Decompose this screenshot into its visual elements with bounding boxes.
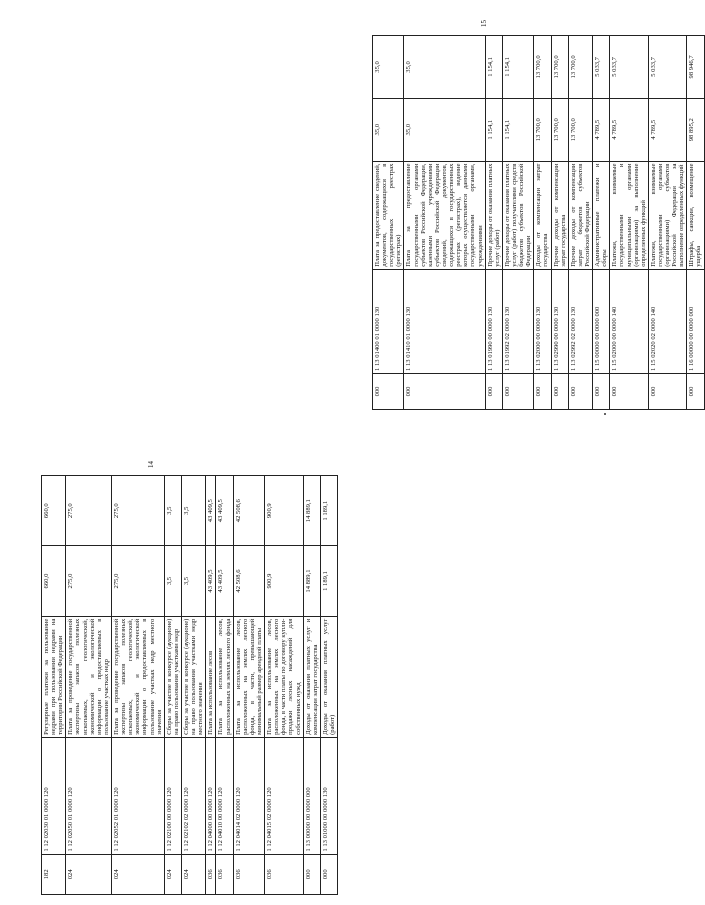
cell-v1: 1 154,1 — [502, 98, 533, 161]
cell-kbk: 1 13 01410 01 0000 130 — [404, 269, 485, 373]
table-row — [216, 476, 233, 895]
table-row — [593, 36, 610, 410]
cell-v1: 4 789,5 — [648, 98, 687, 161]
table-row — [42, 476, 66, 895]
cell-name: Плата за использование лесов, расположенных на землях лесного фонда, в части, превышающей минимальный размер арендной платы — [233, 616, 264, 737]
cell-kbk: 1 12 02052 01 0000 120 — [111, 737, 164, 854]
table-row — [111, 476, 164, 895]
cell-name: Плата за предоставление сведений, документов, содержащихся в государственных реестрах (регистрах) — [373, 161, 404, 269]
cell-name: Плата за использование лесов, расположенных на землях лесного фонда, в части платы по договору купли-продажи лесных насаждений для собственных нужд — [265, 616, 304, 737]
cell-kbk: 1 16 00000 00 0000 000 — [687, 269, 704, 373]
cell-v1: 900,9 — [265, 546, 304, 616]
cell-v1: 4 789,5 — [610, 98, 649, 161]
table-row — [648, 36, 687, 410]
cell-v1: 275,0 — [66, 546, 112, 616]
cell-name: Сборы за участие в конкурсе (аукционе) на право пользования участками недр — [164, 616, 181, 737]
cell-code: 000 — [373, 373, 404, 409]
cell-code: 000 — [303, 854, 320, 894]
cell-v1: 13 700,0 — [568, 98, 592, 161]
cell-v1: 3,5 — [181, 546, 205, 616]
cell-v1: 3,5 — [164, 546, 181, 616]
cell-v2: 35,0 — [373, 36, 404, 99]
left-revenue-table — [41, 475, 338, 895]
table-row — [551, 36, 568, 410]
cell-code: 036 — [206, 854, 216, 894]
cell-v1: 35,0 — [373, 98, 404, 161]
cell-v2: 5 033,7 — [593, 36, 610, 99]
cell-v1: 43 409,5 — [206, 546, 216, 616]
cell-v2: 13 700,0 — [568, 36, 592, 99]
scan-speck — [604, 413, 606, 415]
cell-v2: 14 889,1 — [303, 476, 320, 546]
page-number-right: 15 — [480, 20, 488, 27]
cell-v1: 1 189,1 — [320, 546, 337, 616]
cell-name: Доходы от оказания платных услуг и компенсации затрат государства — [303, 616, 320, 737]
cell-code: 000 — [320, 854, 337, 894]
cell-kbk: 1 15 02000 00 0000 140 — [610, 269, 649, 373]
cell-code: 000 — [534, 373, 551, 409]
cell-kbk: 1 13 02000 00 0000 130 — [534, 269, 551, 373]
cell-name: Прочие доходы от оказания платных услуг (работ) — [485, 161, 502, 269]
cell-code: 000 — [551, 373, 568, 409]
table-row — [485, 36, 502, 410]
table-row — [502, 36, 533, 410]
cell-code: 000 — [593, 373, 610, 409]
cell-name: Доходы от оказания платных услуг (работ) — [320, 616, 337, 737]
cell-code: 036 — [216, 854, 233, 894]
cell-v2: 660,0 — [42, 476, 66, 546]
cell-v1: 43 409,5 — [216, 546, 233, 616]
cell-v1: 13 700,0 — [551, 98, 568, 161]
cell-kbk: 1 12 04015 02 0000 120 — [265, 737, 304, 854]
table-row — [404, 36, 485, 410]
cell-v1: 14 889,1 — [303, 546, 320, 616]
cell-name: Сборы за участие в конкурсе (аукционе) на право пользования участками недр местного значения — [181, 616, 205, 737]
cell-code: 000 — [648, 373, 687, 409]
table-row — [687, 36, 704, 410]
table-row — [373, 36, 404, 410]
table-row — [66, 476, 112, 895]
cell-v2: 43 409,5 — [216, 476, 233, 546]
cell-code: 000 — [404, 373, 485, 409]
left-table-body — [42, 476, 338, 895]
cell-code: 000 — [502, 373, 533, 409]
cell-v2: 42 508,6 — [233, 476, 264, 546]
cell-kbk: 1 12 04000 00 0000 120 — [206, 737, 216, 854]
cell-v2: 5 033,7 — [610, 36, 649, 99]
cell-kbk: 1 13 01400 01 0000 130 — [373, 269, 404, 373]
cell-kbk: 1 12 02100 00 0000 120 — [164, 737, 181, 854]
cell-name: Плата за использование лесов, расположенных на землях лесного фонда — [216, 616, 233, 737]
cell-code: 000 — [610, 373, 649, 409]
cell-v1: 13 700,0 — [534, 98, 551, 161]
cell-name: Штрафы, санкции, возмещение ущерба — [687, 161, 704, 269]
cell-v2: 1 154,1 — [485, 36, 502, 99]
cell-kbk: 1 12 02102 02 0000 120 — [181, 737, 205, 854]
cell-code: 024 — [66, 854, 112, 894]
cell-kbk: 1 13 00000 00 0000 000 — [303, 737, 320, 854]
cell-v2: 275,0 — [111, 476, 164, 546]
cell-name: Плата за проведение государственной экспертизы запасов полезных ископаемых, геологической, экономической и экологической информации о предоставляемых в пользование участках недр — [66, 616, 112, 737]
cell-v2: 3,5 — [164, 476, 181, 546]
cell-name: Плата за проведение государственной экспертизы запасов полезных ископаемых, геологической, экономической и экологической информации о предоставляемых в пользование участках недр местного значения — [111, 616, 164, 737]
table-row — [206, 476, 216, 895]
cell-v1: 4 789,5 — [593, 98, 610, 161]
table-row — [265, 476, 304, 895]
cell-v1: 660,0 — [42, 546, 66, 616]
cell-name: Прочие доходы от оказания платных услуг (работ) получателями средств бюджетов субъектов Российской Федерации — [502, 161, 533, 269]
right-revenue-table — [372, 35, 705, 410]
cell-v1: 98 895,2 — [687, 98, 704, 161]
cell-v1: 35,0 — [404, 98, 485, 161]
cell-kbk: 1 13 02990 00 0000 130 — [551, 269, 568, 373]
cell-code: 000 — [687, 373, 704, 409]
cell-v2: 13 700,0 — [551, 36, 568, 99]
cell-v1: 42 508,6 — [233, 546, 264, 616]
cell-code: 000 — [485, 373, 502, 409]
cell-v2: 1 189,1 — [320, 476, 337, 546]
cell-name: Регулярные платежи за пользование недрами при пользовании недрами на территории Российской Федерации — [42, 616, 66, 737]
cell-code: 000 — [568, 373, 592, 409]
table-row — [181, 476, 205, 895]
cell-code: 024 — [181, 854, 205, 894]
table-row — [164, 476, 181, 895]
cell-name: Доходы от компенсации затрат государства — [534, 161, 551, 269]
cell-kbk: 1 12 04014 02 0000 120 — [233, 737, 264, 854]
page-number-left: 14 — [147, 461, 155, 468]
cell-v1: 1 154,1 — [485, 98, 502, 161]
right-table-wrapper — [372, 35, 705, 410]
cell-kbk: 1 12 02050 01 0000 120 — [66, 737, 112, 854]
cell-v2: 275,0 — [66, 476, 112, 546]
cell-kbk: 1 13 01990 00 0000 130 — [485, 269, 502, 373]
cell-v2: 3,5 — [181, 476, 205, 546]
table-row — [233, 476, 264, 895]
cell-v2: 13 700,0 — [534, 36, 551, 99]
cell-kbk: 1 13 01000 00 0000 130 — [320, 737, 337, 854]
cell-code: 024 — [111, 854, 164, 894]
cell-v2: 1 154,1 — [502, 36, 533, 99]
cell-kbk: 1 13 02992 02 0000 130 — [568, 269, 592, 373]
table-row — [303, 476, 320, 895]
cell-name: Прочие доходы от компенсации затрат бюджетов субъектов Российской Федерации — [568, 161, 592, 269]
cell-name: Плата за использование лесов — [206, 616, 216, 737]
right-table-body — [373, 36, 705, 410]
cell-v2: 98 946,7 — [687, 36, 704, 99]
cell-v1: 275,0 — [111, 546, 164, 616]
cell-v2: 35,0 — [404, 36, 485, 99]
table-row — [610, 36, 649, 410]
cell-name: Прочие доходы от компенсации затрат государства — [551, 161, 568, 269]
left-table-wrapper — [41, 475, 338, 895]
cell-name: Плата за предоставление государственными органами субъектов Российской Федерации, казенными учреждениями субъектов Российской Федерации сведений, документов, содержащихся в государственных реестрах (регистрах), ведение которых осуществляется данными государственными органами, учреждениями — [404, 161, 485, 269]
cell-v2: 900,9 — [265, 476, 304, 546]
cell-code: 024 — [164, 854, 181, 894]
cell-name: Платежи, взимаемые государственными и муниципальными органами (организациями) за выполнение определенных функций — [610, 161, 649, 269]
table-row — [568, 36, 592, 410]
cell-name: Платежи, взимаемые государственными органами (организациями) субъектов Российской Федерации за выполнение определенных функций — [648, 161, 687, 269]
table-row — [320, 476, 337, 895]
cell-code: 036 — [265, 854, 304, 894]
cell-kbk: 1 15 02020 02 0000 140 — [648, 269, 687, 373]
table-row — [534, 36, 551, 410]
cell-kbk: 1 12 02030 01 0000 120 — [42, 737, 66, 854]
cell-code: 036 — [233, 854, 264, 894]
cell-v2: 5 033,7 — [648, 36, 687, 99]
cell-v2: 43 409,5 — [206, 476, 216, 546]
cell-kbk: 1 13 01992 02 0000 130 — [502, 269, 533, 373]
cell-name: Административные платежи и сборы — [593, 161, 610, 269]
cell-kbk: 1 15 00000 00 0000 000 — [593, 269, 610, 373]
cell-kbk: 1 12 04010 00 0000 120 — [216, 737, 233, 854]
cell-code: 182 — [42, 854, 66, 894]
